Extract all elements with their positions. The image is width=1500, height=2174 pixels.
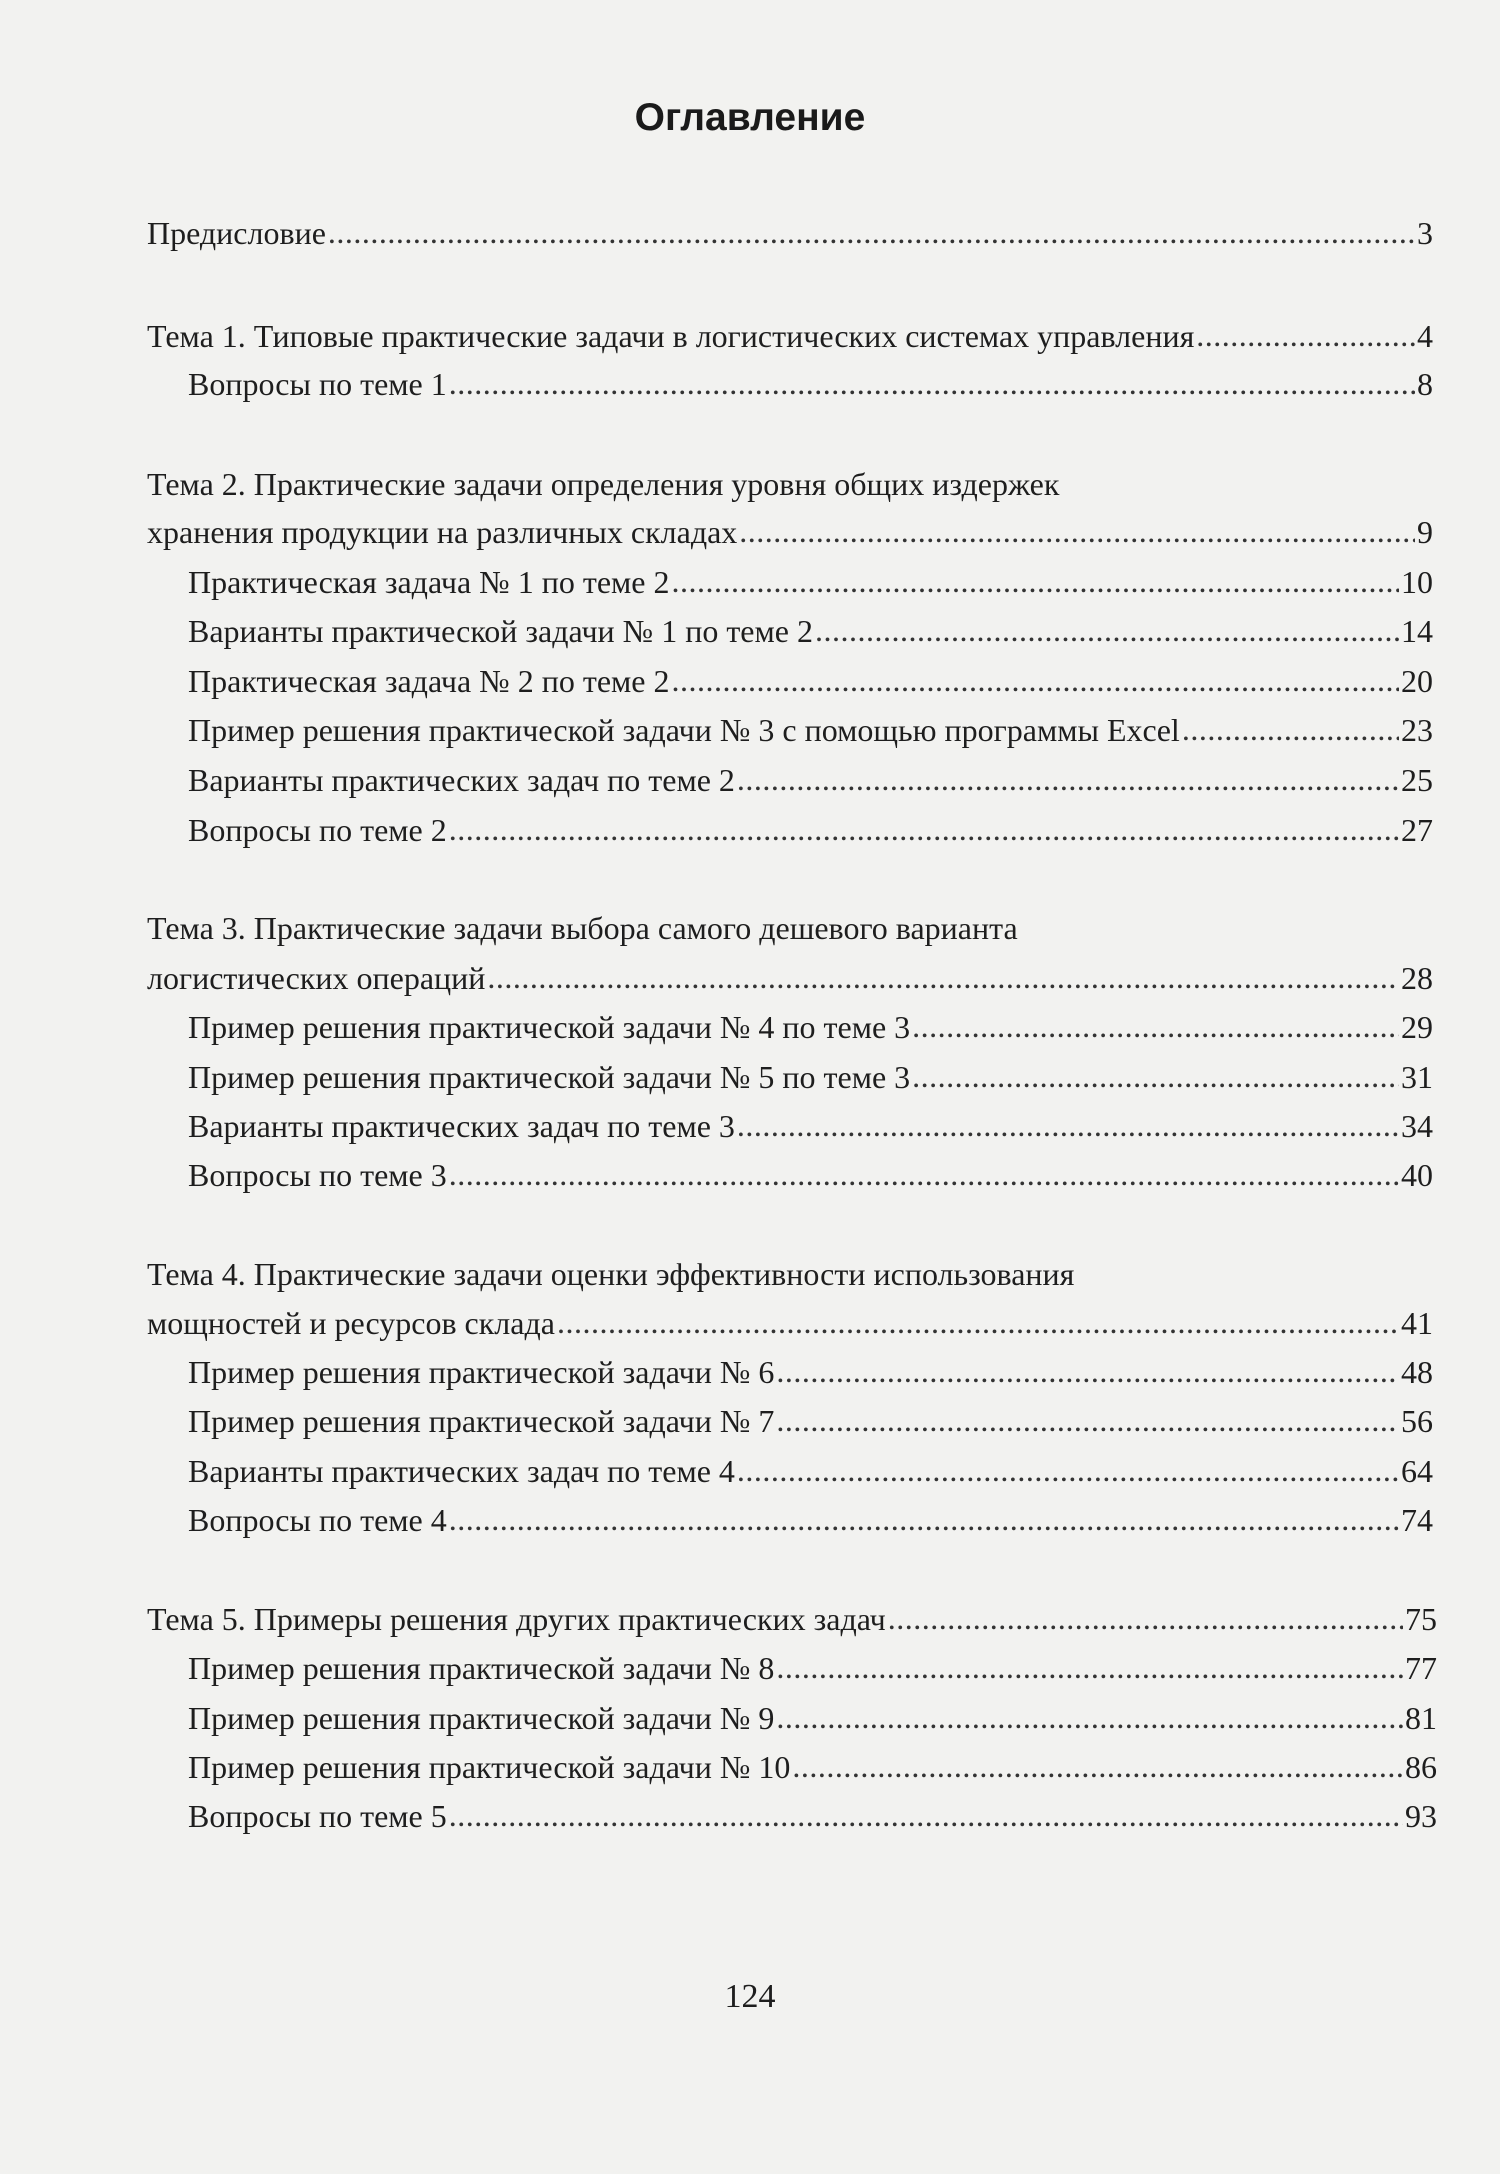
toc-page-number: 29 xyxy=(1401,1009,1433,1045)
toc-entry-label: мощностей и ресурсов склада xyxy=(147,1305,555,1341)
leader-dots xyxy=(912,1006,1399,1046)
leader-dots xyxy=(776,1647,1403,1687)
toc-entry-label: Пример решения практической задачи № 4 по теме 3 xyxy=(188,1009,911,1045)
toc-entry-questions-3[interactable] xyxy=(188,1155,1433,1195)
leader-dots xyxy=(557,1302,1399,1342)
toc-entry-label: логистических операций xyxy=(147,960,486,996)
toc-page-number: 64 xyxy=(1401,1453,1433,1489)
toc-entry-variants-task-1[interactable] xyxy=(188,611,1433,651)
toc-entry-example-task-9[interactable] xyxy=(188,1698,1437,1738)
toc-page-number: 14 xyxy=(1401,613,1433,649)
toc-entry-questions-4[interactable] xyxy=(188,1500,1433,1540)
toc-entry-label: Пример решения практической задачи № 10 xyxy=(188,1749,791,1785)
toc-entry-topic-5[interactable] xyxy=(147,1599,1437,1639)
toc-entry-label: Тема 1. Типовые практические задачи в логистических системах управления xyxy=(147,318,1195,354)
toc-entry-label: Варианты практических задач по теме 3 xyxy=(188,1108,735,1144)
toc-page-number: 48 xyxy=(1401,1354,1433,1390)
toc-entry-label: Вопросы по теме 1 xyxy=(188,366,447,402)
toc-entry-label: Варианты практических задач по теме 2 xyxy=(188,762,735,798)
page-number-footer: 124 xyxy=(724,1978,776,2015)
toc-entry-label: Вопросы по теме 2 xyxy=(188,812,447,848)
toc-entry-questions-2[interactable] xyxy=(188,810,1433,850)
toc-entry-topic-2[interactable] xyxy=(147,512,1433,552)
leader-dots xyxy=(449,363,1415,403)
toc-entry-example-task-4[interactable] xyxy=(188,1007,1433,1047)
leader-dots xyxy=(1182,709,1399,749)
toc-entry-label: Пример решения практической задачи № 6 xyxy=(188,1354,775,1390)
leader-dots xyxy=(776,1697,1403,1737)
toc-entry-variants-topic-3[interactable] xyxy=(188,1106,1433,1146)
toc-entry-label: Практическая задача № 2 по теме 2 xyxy=(188,663,670,699)
toc-entry-label: Варианты практических задач по теме 4 xyxy=(188,1453,735,1489)
toc-entry-label: Пример решения практической задачи № 7 xyxy=(188,1403,775,1439)
toc-page-number: 31 xyxy=(1401,1059,1433,1095)
toc-entry-label: хранения продукции на различных складах xyxy=(147,514,738,550)
toc-page-number: 20 xyxy=(1401,663,1433,699)
leader-dots xyxy=(449,1499,1399,1539)
toc-entry-example-task-5[interactable] xyxy=(188,1057,1433,1097)
toc-page-number: 40 xyxy=(1401,1157,1433,1193)
toc-page-number: 23 xyxy=(1401,712,1433,748)
toc-page-number: 25 xyxy=(1401,762,1433,798)
toc-page-number: 4 xyxy=(1417,318,1433,354)
toc-page-number: 86 xyxy=(1405,1749,1437,1785)
toc-entry-label: Пример решения практической задачи № 5 по теме 3 xyxy=(188,1059,911,1095)
toc-entry-variants-topic-2[interactable] xyxy=(188,760,1433,800)
leader-dots xyxy=(671,561,1399,601)
toc-entry-label: Тема 5. Примеры решения других практических задач xyxy=(147,1601,886,1637)
toc-entry-label: Пример решения практической задачи № 8 xyxy=(188,1650,775,1686)
leader-dots xyxy=(737,759,1399,799)
toc-page-number: 27 xyxy=(1401,812,1433,848)
toc-entry-example-task-6[interactable] xyxy=(188,1352,1433,1392)
toc-entry-task-1-topic-2[interactable] xyxy=(188,562,1433,602)
toc-page-number: 81 xyxy=(1405,1700,1437,1736)
toc-entry-topic-4[interactable] xyxy=(147,1303,1433,1343)
toc-page-number: 93 xyxy=(1405,1798,1437,1834)
toc-entry-label: Вопросы по теме 5 xyxy=(188,1798,447,1834)
toc-page-number: 8 xyxy=(1417,366,1433,402)
toc-entry-label: Вопросы по теме 4 xyxy=(188,1502,447,1538)
toc-entry-label: Пример решения практической задачи № 9 xyxy=(188,1700,775,1736)
leader-dots xyxy=(888,1598,1403,1638)
toc-page-number: 74 xyxy=(1401,1502,1433,1538)
leader-dots xyxy=(671,660,1399,700)
toc-entry-example-task-7[interactable] xyxy=(188,1401,1433,1441)
toc-entry-label: Предисловие xyxy=(147,215,326,251)
toc-entry-topic-1[interactable] xyxy=(147,316,1433,356)
toc-entry-task-2-topic-2[interactable] xyxy=(188,661,1433,701)
toc-entry-label: Вопросы по теме 3 xyxy=(188,1157,447,1193)
leader-dots xyxy=(487,957,1399,997)
page-title: Оглавление xyxy=(634,96,866,139)
toc-entry-topic-4-line1: Тема 4. Практические задачи оценки эффективности использования xyxy=(147,1256,1075,1292)
leader-dots xyxy=(776,1400,1399,1440)
leader-dots xyxy=(739,511,1415,551)
leader-dots xyxy=(449,809,1399,849)
leader-dots xyxy=(792,1746,1403,1786)
toc-entry-variants-topic-4[interactable] xyxy=(188,1451,1433,1491)
toc-page-number: 28 xyxy=(1401,960,1433,996)
leader-dots xyxy=(912,1056,1399,1096)
leader-dots xyxy=(815,610,1399,650)
toc-page-number: 75 xyxy=(1405,1601,1437,1637)
toc-entry-topic-3-line1: Тема 3. Практические задачи выбора самого дешевого варианта xyxy=(147,910,1018,946)
leader-dots xyxy=(737,1105,1399,1145)
toc-entry-questions-5[interactable] xyxy=(188,1796,1437,1836)
leader-dots xyxy=(1196,315,1415,355)
toc-entry-topic-3[interactable] xyxy=(147,958,1433,998)
toc-page-number: 10 xyxy=(1401,564,1433,600)
toc-entry-label: Пример решения практической задачи № 3 с помощью программы Excel xyxy=(188,712,1180,748)
leader-dots xyxy=(449,1795,1403,1835)
toc-entry-example-task-8[interactable] xyxy=(188,1648,1437,1688)
leader-dots xyxy=(737,1450,1399,1490)
toc-page-number: 56 xyxy=(1401,1403,1433,1439)
leader-dots xyxy=(328,212,1415,252)
leader-dots xyxy=(449,1154,1399,1194)
toc-entry-preface[interactable] xyxy=(147,213,1433,253)
toc-page-number: 41 xyxy=(1401,1305,1433,1341)
toc-entry-label: Практическая задача № 1 по теме 2 xyxy=(188,564,670,600)
toc-entry-label: Варианты практической задачи № 1 по теме 2 xyxy=(188,613,813,649)
toc-page-number: 3 xyxy=(1417,215,1433,251)
toc-entry-topic-2-line1: Тема 2. Практические задачи определения уровня общих издержек xyxy=(147,466,1060,502)
toc-entry-example-task-3[interactable] xyxy=(188,710,1433,750)
toc-entry-example-task-10[interactable] xyxy=(188,1747,1437,1787)
toc-page-number: 77 xyxy=(1405,1650,1437,1686)
toc-page-number: 34 xyxy=(1401,1108,1433,1144)
toc-entry-questions-1[interactable] xyxy=(188,364,1433,404)
toc-page-number: 9 xyxy=(1417,514,1433,550)
leader-dots xyxy=(776,1351,1399,1391)
